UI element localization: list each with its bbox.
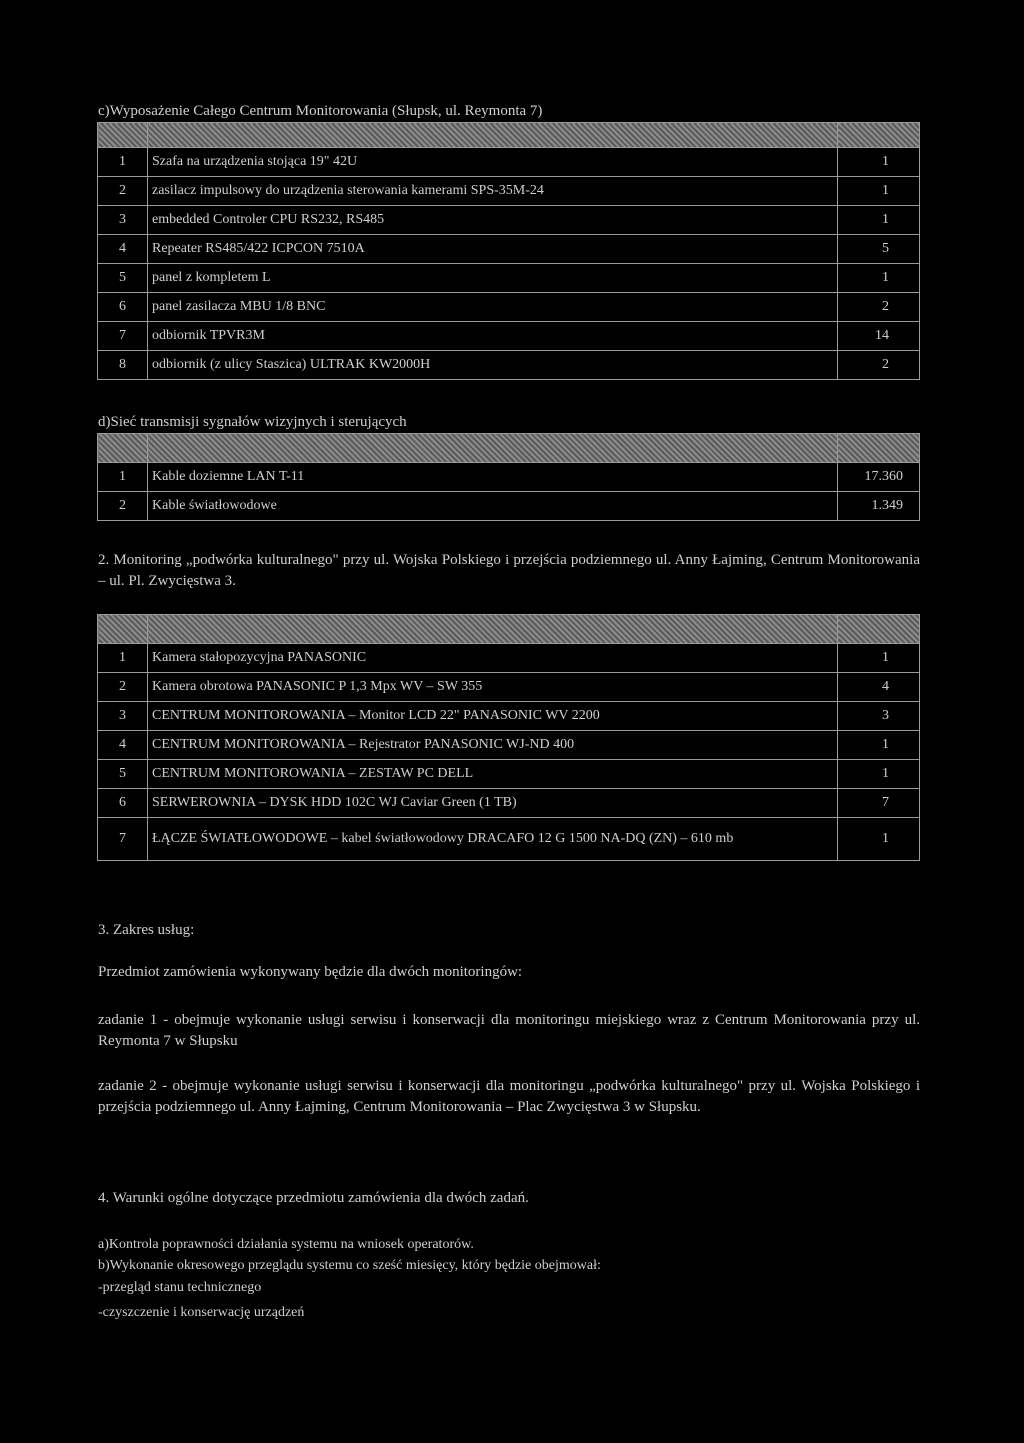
table-row [98,463,920,492]
table-row [98,789,920,818]
row-number: 2 [98,492,148,521]
row-quantity: 7 [838,789,920,818]
section-c-title: c)Wyposażenie Całego Centrum Monitorowania (Słupsk, ul. Reymonta 7) [98,103,543,119]
section-c-table [97,122,920,380]
table-header-row [98,123,920,148]
row-number: 1 [98,148,148,177]
row-quantity: 1 [838,731,920,760]
table-row [98,644,920,673]
row-name: CENTRUM MONITOROWANIA – Rejestrator PANASONIC WJ-ND 400 [148,731,838,760]
row-number: 4 [98,235,148,264]
row-quantity: 1 [838,264,920,293]
row-number: 3 [98,206,148,235]
table-row [98,322,920,351]
table-row [98,818,920,861]
row-quantity: 4 [838,673,920,702]
table-row [98,235,920,264]
row-quantity: 3 [838,702,920,731]
row-quantity: 1.349 [838,492,920,521]
row-name: panel zasilacza MBU 1/8 BNC [148,293,838,322]
row-name: zasilacz impulsowy do urządzenia sterowania kamerami SPS-35M-24 [148,177,838,206]
row-number: 7 [98,322,148,351]
table-row [98,293,920,322]
row-name: Kamera stałopozycyjna PANASONIC [148,644,838,673]
row-name: embedded Controler CPU RS232, RS485 [148,206,838,235]
section-4-title: 4. Warunki ogólne dotyczące przedmiotu zamówienia dla dwóch zadań. [98,1190,529,1206]
row-name: panel z kompletem L [148,264,838,293]
section-d-title: d)Sieć transmisji sygnałów wizyjnych i sterujących [98,414,407,430]
row-name: Kable doziemne LAN T-11 [148,463,838,492]
row-quantity: 1 [838,644,920,673]
table-row [98,673,920,702]
section-4-item: a)Kontrola poprawności działania systemu na wniosek operatorów. [98,1237,474,1252]
row-quantity: 1 [838,148,920,177]
section-3-title: 3. Zakres usług: [98,922,195,938]
table-row [98,177,920,206]
table-header-row [98,615,920,644]
row-name: Kable światłowodowe [148,492,838,521]
row-quantity: 1 [838,177,920,206]
section-3-task-1: zadanie 1 - obejmuje wykonanie usługi serwisu i konserwacji dla monitoringu miejskiego wraz z Centrum Monitorowania przy ul. Reymonta 7 w Słupsku [98,1012,920,1049]
row-quantity: 2 [838,293,920,322]
row-quantity: 17.360 [838,463,920,492]
table-row [98,702,920,731]
row-name: Repeater RS485/422 ICPCON 7510A [148,235,838,264]
section-4-item: -czyszczenie i konserwację urządzeń [98,1305,305,1320]
row-name: CENTRUM MONITOROWANIA – Monitor LCD 22" PANASONIC WV 2200 [148,702,838,731]
section-3-task-2: zadanie 2 - obejmuje wykonanie usługi serwisu i konserwacji dla monitoringu „podwórka kulturalnego" przy ul. Wojska Polskiego i przejścia podziemnego ul. Anny Łajming, Centrum Monitorowania – Plac Zwycięstwa 3 w Słupsku. [98,1078,920,1115]
table-row [98,206,920,235]
row-number: 1 [98,644,148,673]
row-number: 1 [98,463,148,492]
row-number: 5 [98,760,148,789]
table-header-row [98,434,920,463]
row-quantity: 1 [838,760,920,789]
row-quantity: 1 [838,206,920,235]
row-name: CENTRUM MONITOROWANIA – ZESTAW PC DELL [148,760,838,789]
section-4-item: -przegląd stanu technicznego [98,1280,262,1295]
row-quantity: 5 [838,235,920,264]
row-name: SERWEROWNIA – DYSK HDD 102C WJ Caviar Green (1 TB) [148,789,838,818]
table-row [98,760,920,789]
row-name: odbiornik TPVR3M [148,322,838,351]
row-name: odbiornik (z ulicy Staszica) ULTRAK KW2000H [148,351,838,380]
row-name: Szafa na urządzenia stojąca 19" 42U [148,148,838,177]
row-number: 3 [98,702,148,731]
row-quantity: 14 [838,322,920,351]
row-number: 7 [98,818,148,861]
table-row [98,351,920,380]
table-row [98,264,920,293]
row-number: 2 [98,177,148,206]
section-4-item: b)Wykonanie okresowego przeglądu systemu co sześć miesięcy, który będzie obejmował: [98,1258,601,1273]
row-number: 2 [98,673,148,702]
section-2-title: 2. Monitoring „podwórka kulturalnego" przy ul. Wojska Polskiego i przejścia podziemnego ul. Anny Łajming, Centrum Monitorowania – ul. Pl. Zwycięstwa 3. [98,552,920,589]
row-number: 6 [98,293,148,322]
section-2-table [97,614,920,861]
row-number: 5 [98,264,148,293]
table-row [98,148,920,177]
row-quantity: 2 [838,351,920,380]
table-row [98,492,920,521]
section-3-intro: Przedmiot zamówienia wykonywany będzie dla dwóch monitoringów: [98,964,523,980]
section-d-table [97,433,920,521]
row-name: ŁĄCZE ŚWIATŁOWODOWE – kabel światłowodowy DRACAFO 12 G 1500 NA-DQ (ZN) – 610 mb [148,818,838,861]
row-name: Kamera obrotowa PANASONIC P 1,3 Mpx WV – SW 355 [148,673,838,702]
table-row [98,731,920,760]
row-number: 4 [98,731,148,760]
row-number: 8 [98,351,148,380]
row-number: 6 [98,789,148,818]
row-quantity: 1 [838,818,920,861]
